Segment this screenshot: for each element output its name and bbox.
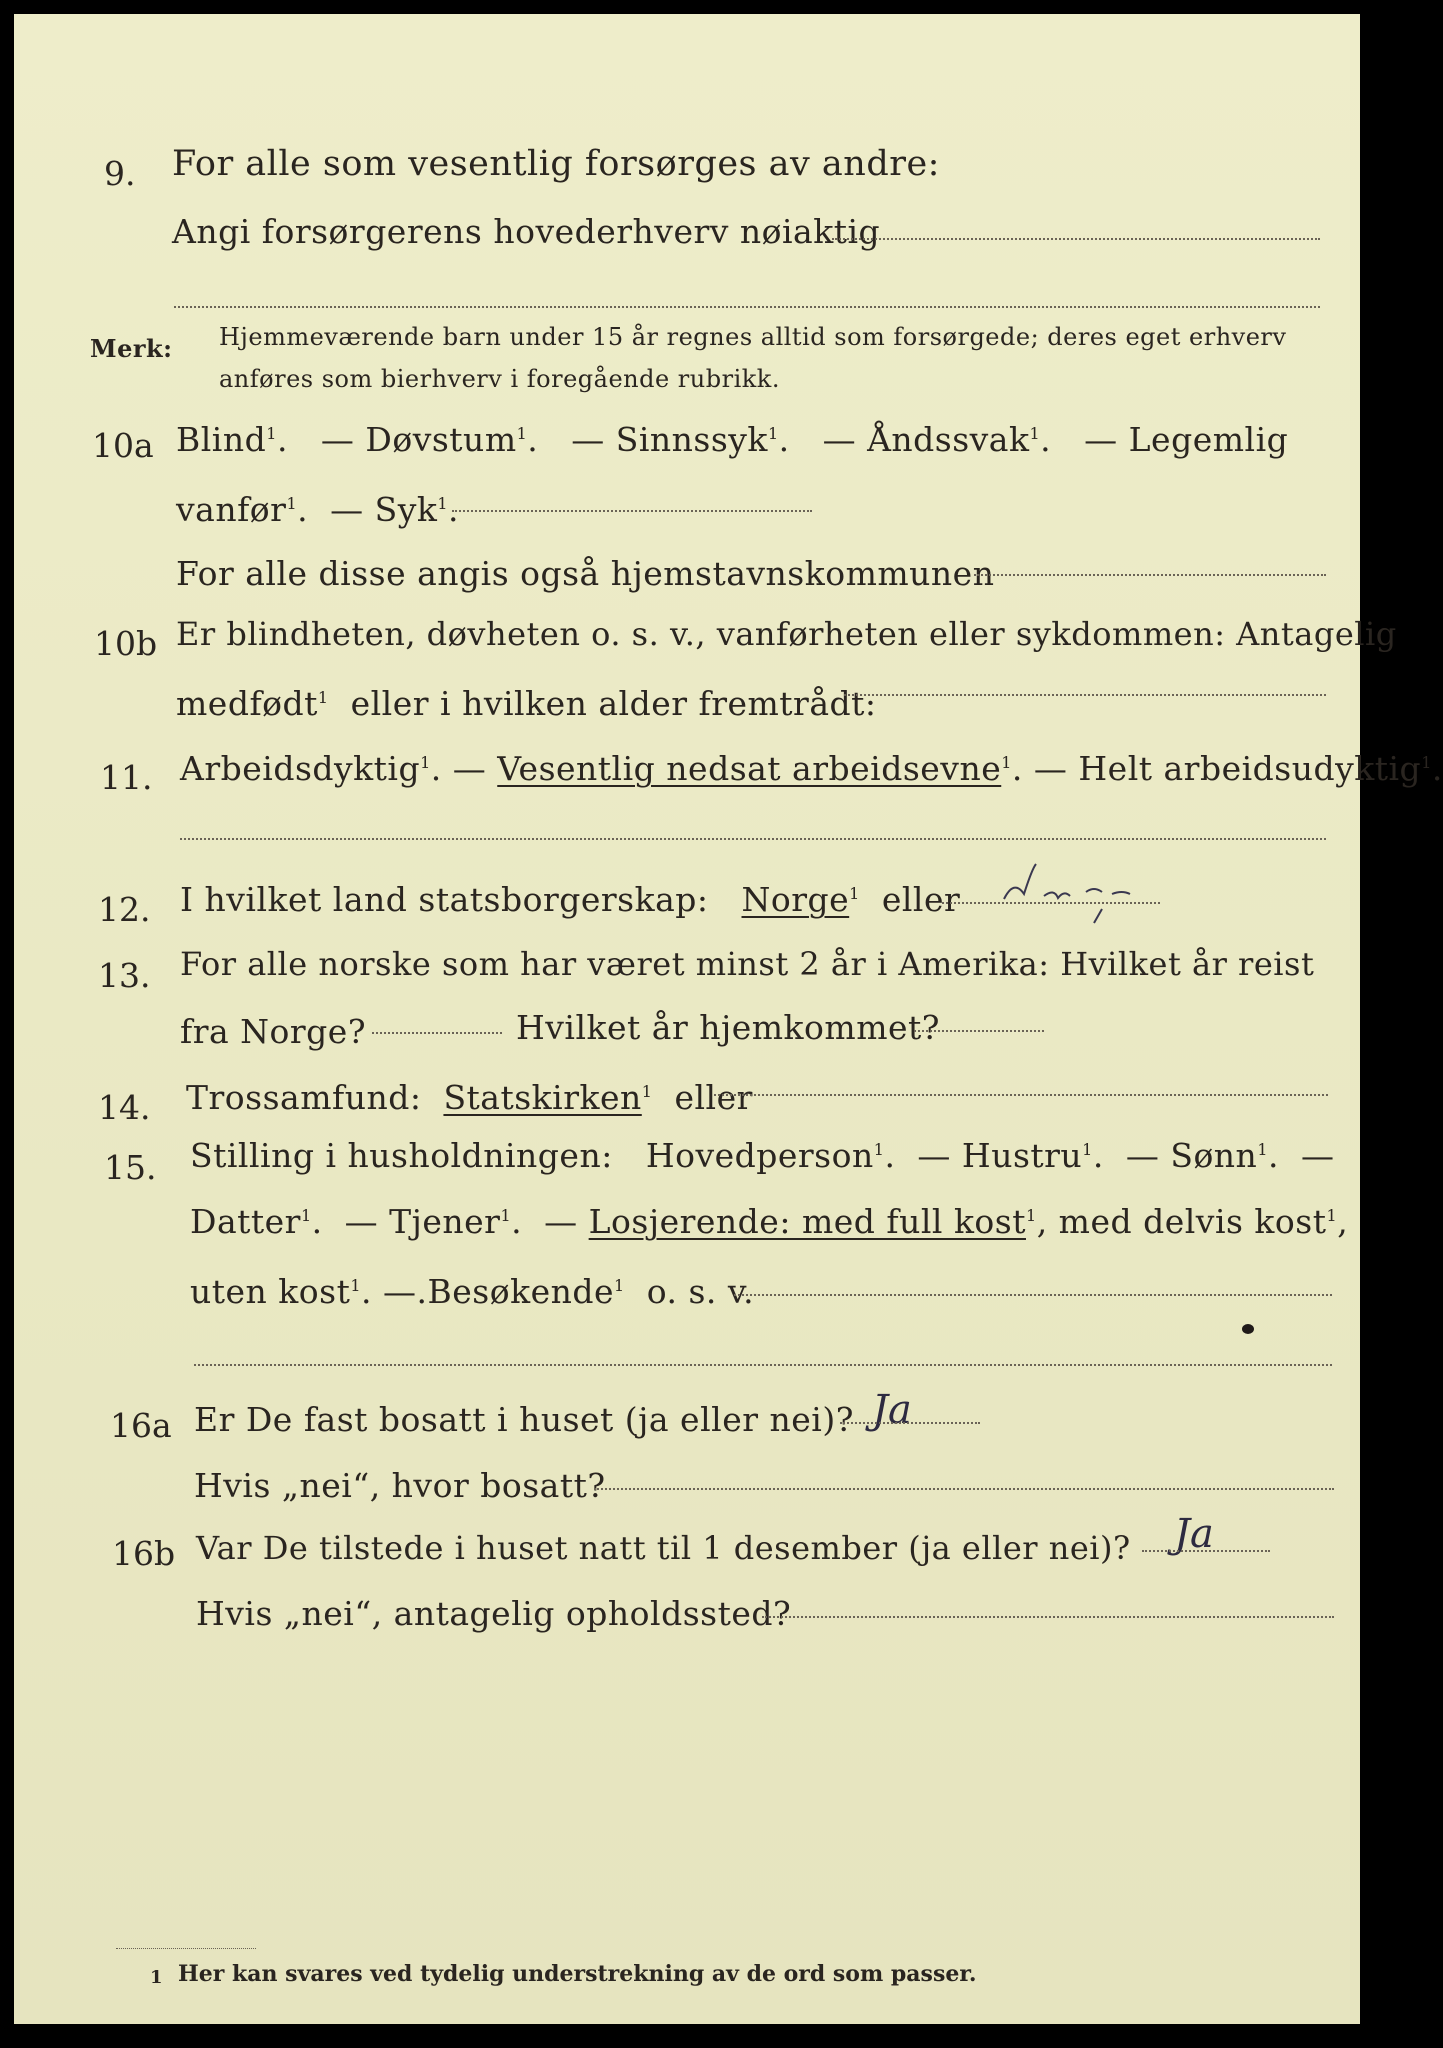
q10a-line2: vanfør$^1$. — Syk$^1$. [176, 490, 460, 529]
q12-line [180, 880, 960, 920]
q14-prefix: Trossamfund: [186, 1078, 422, 1117]
q15-uten: uten kost [190, 1272, 351, 1311]
q16b-place-answer-line [762, 1616, 1334, 1618]
q16b-line2: Hvis „nei“, antagelig opholdssted? [196, 1594, 792, 1633]
q15-answer-line-2 [194, 1364, 1332, 1366]
q15-stilling: Stilling i husholdningen: [190, 1136, 613, 1175]
sup: 1 [873, 1140, 885, 1159]
sup: 1 [641, 1082, 653, 1101]
q16a-answer-line [840, 1422, 980, 1424]
q13-hjem: Hvilket år hjemkommet? [516, 1008, 940, 1047]
q15-tjener: — Tjener [344, 1202, 501, 1241]
q9-line1: For alle som vesentlig forsørges av andre: [172, 144, 940, 184]
q15-number: 15. [104, 1148, 157, 1187]
merk-label: Merk: [90, 334, 173, 363]
q10a-andssvak: — Åndssvak [822, 420, 1030, 459]
q10a-syk: — Syk [330, 490, 438, 529]
q13-fra-answer-line [372, 1032, 502, 1034]
sup: 1 [767, 424, 779, 443]
q11-helt: — Helt arbeidsudyktig [1033, 749, 1422, 788]
q15-line1: Stilling i husholdningen: Hovedperson$^1$. — Hustru$^1$. — Sønn$^1$. — [190, 1136, 1335, 1175]
q9-line2: Angi forsørgerens hovederhverv nøiaktig [172, 212, 881, 251]
q15-hustru: — Hustru [917, 1136, 1083, 1175]
q11-answer-line [180, 838, 1326, 840]
sup: 1 [849, 884, 860, 903]
q12-norge: Norge [741, 880, 850, 919]
q16a-line1: Er De fast bosatt i huset (ja eller nei)? [194, 1400, 854, 1439]
q11-vesentlig: Vesentlig nedsat arbeidsevne [497, 749, 1002, 788]
q12-number: 12. [98, 890, 151, 929]
sup: 1 [1026, 1206, 1037, 1225]
ink-spot [1242, 1324, 1254, 1334]
q10a-home-answer-line [974, 574, 1326, 576]
q16b-handwritten-answer: Ja [1174, 1511, 1214, 1557]
q14-statskirken: Statskirken [443, 1078, 642, 1117]
q14-eller: eller [674, 1078, 753, 1117]
q16b-line1: Var De tilstede i huset natt til 1 desember (ja eller nei)? [196, 1529, 1131, 1567]
q9-answer-line [832, 238, 1320, 240]
footnote-marker: 1 [150, 1967, 163, 1988]
sup: 1 [317, 688, 329, 707]
sup: 1 [1082, 1140, 1093, 1159]
sup: 1 [300, 1206, 312, 1225]
q13-number: 13. [98, 956, 151, 995]
q10a-sinnssyk: — Sinnssyk [571, 420, 768, 459]
q12-eller: eller [881, 880, 961, 919]
q15-dash: — [1301, 1136, 1335, 1175]
sup: 1 [1029, 424, 1041, 443]
q10a-answer-line [452, 510, 812, 512]
q10a-line3: For alle disse angis også hjemstavnskommunen [176, 554, 995, 593]
sup: 1 [420, 753, 431, 772]
q10a-blind: Blind [176, 420, 267, 459]
q11-line1: Arbeidsdyktig$^1$. — Vesentlig nedsat arbeidsevne$^1$. — Helt arbeidsudyktig$^1$. [180, 749, 1443, 788]
q11-number: 11. [100, 758, 153, 797]
sup: 1 [516, 424, 528, 443]
q10b-line1: Er blindheten, døvheten o. s. v., vanførheten eller sykdommen: Antagelig [176, 615, 1397, 653]
q13-fra: fra Norge? [180, 1012, 367, 1051]
q15-dash2: — [544, 1202, 578, 1241]
q14-answer-line [714, 1094, 1328, 1096]
q15-losjerende: Losjerende: med full kost [588, 1202, 1026, 1241]
sup: 1 [614, 1276, 625, 1295]
merk-line2: anføres som bierhverv i foregående rubrikk. [219, 365, 780, 393]
q16a-number: 16a [110, 1406, 172, 1445]
q10b-number: 10b [94, 624, 158, 663]
q15-sonn: — Sønn [1125, 1136, 1258, 1175]
q16a-handwritten-answer: Ja [872, 1387, 912, 1433]
q12-prefix: I hvilket land statsborgerskap: [180, 880, 709, 919]
q10b-medfodt: medfødt [176, 684, 318, 723]
q13-line1: For alle norske som har været minst 2 år i Amerika: Hvilket år reist [180, 945, 1315, 983]
q9-number: 9. [104, 154, 136, 193]
footnote-text: Her kan svares ved tydelig understrekning av de ord som passer. [178, 1961, 977, 1987]
q15-osv: o. s. v. [646, 1272, 755, 1311]
sup: 1 [1326, 1206, 1338, 1225]
q10a-legemlig: — Legemlig [1084, 420, 1289, 459]
q9-answer-line-2 [174, 306, 1320, 308]
footnote-rule [116, 1948, 256, 1949]
q15-delvis: , med delvis kost [1036, 1202, 1327, 1241]
q12-handwritten-scribble [994, 854, 1154, 924]
sup: 1 [286, 494, 298, 513]
q11-dash: — [452, 749, 487, 788]
q13-hjem-answer-line [914, 1030, 1044, 1032]
q15-besokende: —.Besøkende [383, 1272, 615, 1311]
sup: 1 [437, 494, 449, 513]
q16b-number: 16b [112, 1534, 176, 1573]
form-sheet [14, 14, 1443, 2024]
q10b-answer-line [844, 694, 1326, 696]
q10a-number: 10a [92, 426, 154, 465]
sup: 1 [500, 1206, 512, 1225]
q10a-dovstum: — Døvstum [320, 420, 517, 459]
q16a-line2: Hvis „nei“, hvor bosatt? [194, 1466, 606, 1505]
q11-arbeidsdyktig: Arbeidsdyktig [180, 749, 421, 788]
sup: 1 [266, 424, 277, 443]
q15-datter: Datter [190, 1202, 301, 1241]
q10b-line2-rest: eller i hvilken alder fremtrådt: [350, 684, 877, 723]
q10a-line1: Blind$^1$. — Døvstum$^1$. — Sinnssyk$^1$. — Åndssvak$^1$. — Legemlig [176, 420, 1289, 459]
sup: 1 [1421, 753, 1432, 772]
q10a-vanfor: vanfør [176, 490, 287, 529]
q15-line3: uten kost$^1$. —.Besøkende$^1$ o. s. v. [190, 1272, 755, 1311]
q16a-where-answer-line [594, 1488, 1334, 1490]
q16b-answer-line [1142, 1550, 1270, 1552]
q15-answer-line [734, 1294, 1332, 1296]
q15-line2: Datter$^1$. — Tjener$^1$. — Losjerende: med full kost$^1$, med delvis kost$^1$, [190, 1202, 1349, 1241]
sup: 1 [1257, 1140, 1269, 1159]
q10b-line2 [176, 684, 877, 724]
q14-number: 14. [98, 1088, 151, 1127]
q14-line [186, 1078, 753, 1118]
sup: 1 [1001, 753, 1012, 772]
sup: 1 [350, 1276, 362, 1295]
q15-hovedperson: Hovedperson [645, 1136, 874, 1175]
merk-line1: Hjemmeværende barn under 15 år regnes alltid som forsørgede; deres eget erhverv [219, 323, 1287, 351]
